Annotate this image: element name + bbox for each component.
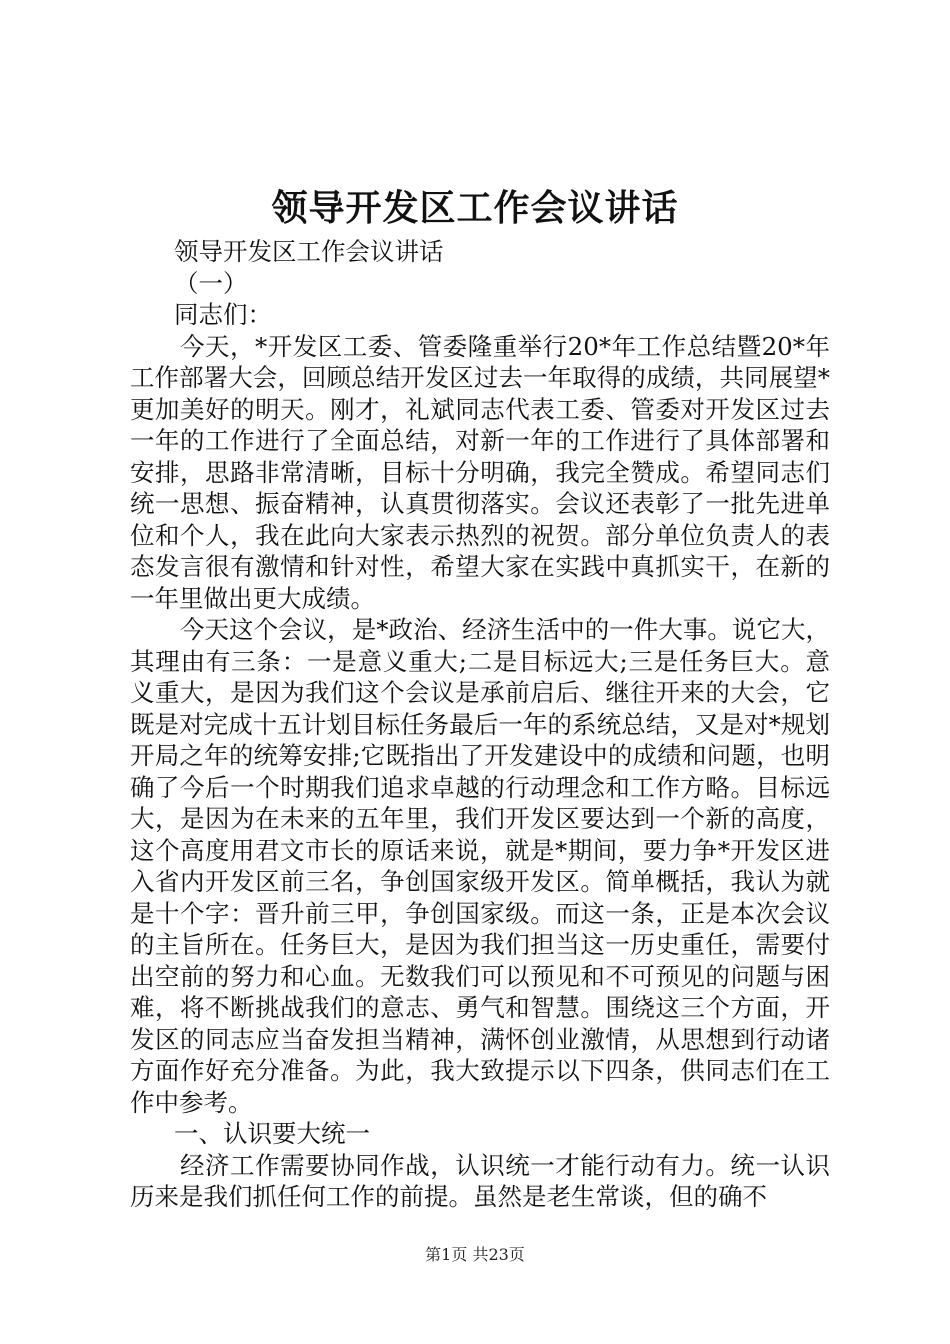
paragraph-3: 经济工作需要协同作战，认识统一才能行动有力。统一认识历来是我们抓任何工作的前提。虽然是老生常谈，但的确不 xyxy=(130,1150,830,1211)
salutation: 同志们： xyxy=(174,300,272,329)
subtitle-line: 领导开发区工作会议讲话 xyxy=(174,237,444,266)
document-body xyxy=(130,236,830,1213)
paragraph-1: 今天，*开发区工委、管委隆重举行20*年工作总结暨20*年工作部署大会，回顾总结开发区过去一年取得的成绩，共同展望*更加美好的明天。刚才，礼斌同志代表工委、管委对开发区过去一年的工作进行了全面总结，对新一年的工作进行了具体部署和安排，思路非常清晰，目标十分明确，我完全赞成。希望同志们统一思想、振奋精神，认真贯彻落实。会议还表彰了一批先进单位和个人，我在此向大家表示热烈的祝贺。部分单位负责人的表态发言很有激情和针对性，希望大家在实践中真抓实干，在新的一年里做出更大成绩。 xyxy=(130,331,830,613)
page-number-footer: 第1页 共23页 xyxy=(425,1245,525,1264)
paragraph-2: 今天这个会议，是*政治、经济生活中的一件大事。说它大，其理由有三条：一是意义重大;二是目标远大;三是任务巨大。意义重大，是因为我们这个会议是承前启后、继往开来的大会，它既是对完成十五计划目标任务最后一年的系统总结，又是对*规划开局之年的统筹安排;它既指出了开发建设中的成绩和问题，也明确了今后一个时期我们追求卓越的行动理念和工作方略。目标远大，是因为在未来的五年里，我们开发区要达到一个新的高度，这个高度用君文市长的原话来说，就是*期间，要力争*开发区进入省内开发区前三名，争创国家级开发区。简单概括，我认为就是十个字：晋升前三甲，争创国家级。而这一条，正是本次会议的主旨所在。任务巨大，是因为我们担当这一历史重任，需要付出空前的努力和心血。无数我们可以预见和不可预见的问题与困难，将不断挑战我们的意志、勇气和智慧。围绕这三个方面，开发区的同志应当奋发担当精神，满怀创业激情，从思想到行动诸方面作好充分准备。为此，我大致提示以下四条，供同志们在工作中参考。 xyxy=(130,615,830,1117)
document-title: 领导开发区工作会议讲话 xyxy=(271,187,679,229)
part-label: （一） xyxy=(174,268,248,298)
section-heading: 一、认识要大统一 xyxy=(174,1119,370,1148)
